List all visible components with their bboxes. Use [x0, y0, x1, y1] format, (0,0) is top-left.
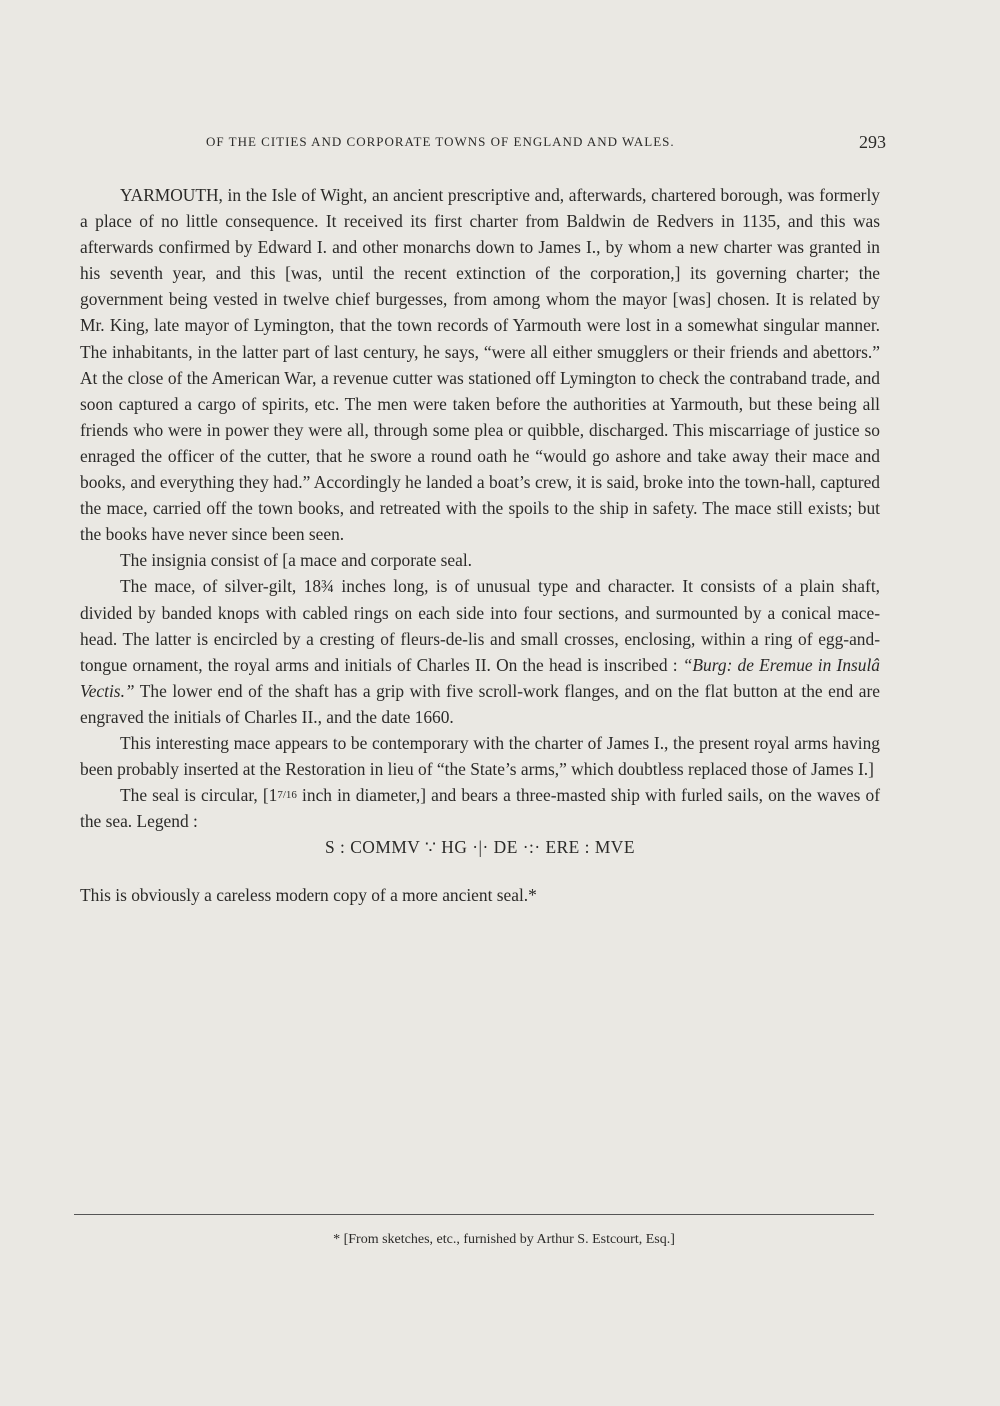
seal-legend: S : COMMV ∵ HG ·|· DE ·:· ERE : MVE — [325, 837, 635, 858]
seal-diameter-fraction: 7/16 — [277, 789, 297, 802]
paragraph-yarmouth-history: YARMOUTH, in the Isle of Wight, an ancient prescriptive and, afterwards, chartered borough, was formerly a place of no little consequence. It received its first charter from Baldwin de Redvers in 1135, and this was afterwards confirmed by Edward I. and other monarchs down to James I., by whom a new charter was granted in his seventh year, and this [was, until the recent extinction of the corporation,] its governing charter; the government being vested in twelve chief burgesses, from among whom the mayor [was] chosen. It is related by Mr. King, late mayor of Lymington, that the town records of Yarmouth were lost in a somewhat singular manner. The inhabitants, in the latter part of last century, he says, “were all either smugglers or their friends and abettors.” At the close of the American War, a revenue cutter was stationed off Lymington to check the contraband trade, and soon captured a cargo of spirits, etc. The men were taken before the authorities at Yarmouth, but these being all friends who were in power they were all, through some plea or quibble, discharged. This miscarriage of justice so enraged the officer of the cutter, that he swore a round oath he “would go ashore and take away their mace and books, and everything they had.” Accordingly he landed a boat’s crew, it is said, broke into the town-hall, captured the mace, carried off the town books, and retreated with the spoils to the ship in safety. The mace still exists; but the books have never since been seen. — [80, 185, 880, 545]
running-head — [80, 128, 886, 152]
paragraph-insignia: The insignia consist of [a mace and corporate seal. — [120, 550, 473, 571]
paragraph-mace-dating: This interesting mace appears to be contemporary with the charter of James I., the present royal arms having been probably inserted at the Restoration in lieu of “the State’s arms,” which doubtless replaced those of James I.] — [80, 732, 880, 780]
mace-text-start: The mace, of silver-gilt, 18¾ inches long, is of unusual type and character. It consists of a plain shaft, divided by banded knops with cabled rings on each side into four sections, and surmounted by a conical mace-head. The latter is encircled by a cresting of fleurs-de-lis and small crosses, enclosing, within a ring of egg-and-tongue ornament, the royal arms and initials of Charles II. On the head is inscribed : — [80, 576, 880, 675]
footnote-rule — [74, 1214, 874, 1215]
paragraph-mace-description — [80, 573, 880, 730]
page-number: 293 — [859, 132, 886, 152]
body-text — [80, 182, 880, 909]
seal-text-start: The seal is circular, [1 — [120, 785, 278, 806]
paragraph-seal — [80, 782, 880, 834]
closing-remark: This is obviously a careless modern copy of a more ancient seal.* — [80, 885, 537, 906]
footnote: * [From sketches, etc., furnished by Arthur S. Estcourt, Esq.] — [333, 1232, 675, 1247]
running-title: OF THE CITIES AND CORPORATE TOWNS OF ENGLAND AND WALES. — [206, 134, 675, 149]
mace-inscription: “Burg: de Eremue in Insulâ Vectis.” — [80, 654, 880, 701]
mace-text-end: The lower end of the shaft has a grip with five scroll-work flanges, and on the flat button at the end are engraved the initials of Charles II., and the date 1660. — [80, 680, 880, 727]
seal-text-end: inch in diameter,] and bears a three-masted ship with furled sails, on the waves of the sea. Legend : — [80, 785, 880, 832]
